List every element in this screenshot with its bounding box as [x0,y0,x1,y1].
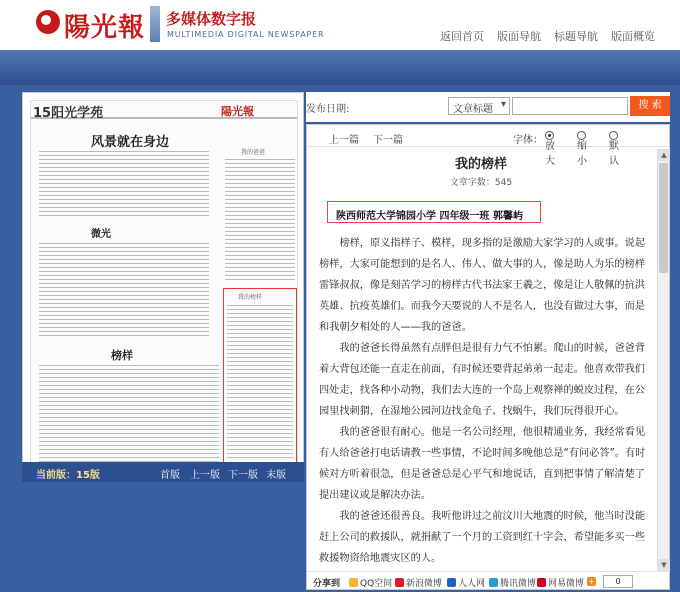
renren-icon [447,578,456,587]
zoom-out-label: 缩小 [577,141,587,167]
share-sina-weibo[interactable] [395,576,442,589]
newspaper-preview [22,92,304,482]
share-netease-weibo[interactable] [537,576,584,589]
share-renren[interactable] [447,576,485,589]
next-article-link[interactable]: 下一篇 [373,135,403,146]
font-zoom-out-option[interactable] [577,131,587,167]
paper-headline-3[interactable]: 榜样 [111,349,133,362]
share-qzone[interactable] [349,576,392,589]
paper-column-title: 我的榜样 [238,294,263,301]
paper-column-title[interactable]: 我的爸爸 [241,149,266,156]
logo-text: 陽光報 [64,13,146,43]
site-header [0,0,680,50]
first-page-link[interactable]: 首版 [160,470,180,481]
netease-weibo-icon [537,578,546,587]
sina-weibo-icon [395,578,404,587]
font-default-option[interactable] [609,131,619,167]
nav-overview-link[interactable]: 版面概览 [611,30,655,43]
article-content[interactable] [313,149,663,571]
default-label: 默认 [609,141,619,167]
article-paragraph: 我的爸爸还很善良。我听他讲过之前汶川大地震的时候，他当时没能赶上公司的救援队，就捐献了一个月的工资到红十字会，希望能多买一些救援物资给地震灾区的人。 [319,511,646,564]
share-tencent-label: 腾讯微博 [500,579,537,589]
page-navigation-bar [22,462,304,482]
article-author: 陕西师范大学锦园小学 四年级一班 郭馨屿 [327,201,541,223]
plus-icon: + [588,577,595,586]
article-panel [306,124,670,590]
share-bar [307,571,669,590]
radio-icon[interactable] [577,131,586,140]
nav-home-link[interactable]: 返回首页 [440,30,484,43]
paper-text-block [39,365,219,469]
qzone-icon [349,578,358,587]
scroll-up-icon[interactable]: ▲ [658,149,670,161]
scrollbar-thumb[interactable] [659,163,668,273]
site-title: 多媒体数字报 [166,10,257,28]
radio-icon[interactable] [609,131,618,140]
share-more[interactable] [587,576,598,586]
zoom-in-label: 放大 [545,141,555,167]
next-page-link[interactable]: 下一版 [228,470,258,481]
scroll-down-icon[interactable]: ▼ [658,559,670,571]
prev-article-link[interactable]: 上一篇 [329,135,359,146]
search-bar [306,92,670,122]
sun-logo-icon [36,10,60,34]
article-paragraph: 我的爸爸很有耐心。他是一名公司经理，他很精通业务，我经常看见有人给爸爸打电话请教一些事情，不论时间多晚他总是“有问必答”。有时候对方听着很急，但是爸爸总是心平气和地说话，直到把事情了解清楚了提出建议或是解决办法。 [319,427,646,501]
share-renren-label: 人人网 [458,579,486,589]
share-label: 分享到 [313,579,341,589]
search-button[interactable]: 搜 索 [630,96,670,116]
newspaper-page-image[interactable] [30,100,298,476]
share-tencent-weibo[interactable] [489,576,536,589]
article-body [319,233,655,571]
selected-article-highlight[interactable] [223,288,297,466]
search-type-select[interactable]: 文章标题 ▾ [448,97,510,115]
paper-text-block [39,151,209,217]
prev-page-link[interactable]: 上一版 [190,470,220,481]
radio-icon[interactable] [545,131,554,140]
site-subtitle: MULTIMEDIA DIGITAL NEWSPAPER [167,30,325,39]
paper-text-block [39,243,209,337]
tencent-weibo-icon [489,578,498,587]
current-page-label: 当前版：15版 [36,470,100,481]
nav-titles-link[interactable]: 标题导航 [554,30,598,43]
paper-page-header [31,101,297,119]
search-input[interactable] [512,97,628,115]
word-count: 文章字数：545 [449,178,513,188]
article-paragraph: 榜样，原义指样子、模样，现多指的是激励大家学习的人或事。说起榜样，大家可能想到的是名人、伟人、做大事的人，像是助人为乐的榜样雷锋叔叔，像是刻苦学习的榜样古代书法家王羲之，像是让人敬佩的抗洪英雄、抗疫英雄们。而我今天要说的人不是名人，也没有做过大事，而是和我朝夕相处的人——我的爸爸。 [319,238,646,333]
article-title: 我的榜样 [454,157,507,172]
share-count: 0 [603,575,633,588]
paper-masthead: 陽光報 [221,105,254,118]
share-netease-label: 网易微博 [548,579,585,589]
publish-date-label: 发布日期: [306,104,350,115]
paper-page-number: 15阳光学苑 [33,106,104,121]
nav-layout-link[interactable]: 版面导航 [497,30,541,43]
paper-text-block [225,159,295,283]
share-sina-label: 新浪微博 [406,579,443,589]
header-band [0,50,680,85]
font-size-label: 字体： [513,135,543,146]
paper-headline-1[interactable]: 风景就在身边 [91,135,170,150]
paper-headline-2[interactable]: 微光 [91,229,111,240]
share-qzone-label: QQ空间 [360,579,393,589]
logo-divider [150,6,160,42]
paper-text-block [227,305,293,461]
article-scrollbar[interactable] [657,149,669,571]
article-paragraph: 我的爸爸长得虽然有点胖但是很有力气不怕累。爬山的时候，爸爸背着大背包还能一直走在前面，有时候还要背起弟弟一起走。他喜欢带我们四处走，找各种小动物，我们去大连的一个岛上观察禅的蜕皮过程，在公园里找刺猬，在湿地公园河边找金龟子、找蜗牛，我们玩得很开心。 [319,343,646,417]
font-zoom-in-option[interactable] [545,131,555,167]
last-page-link[interactable]: 末版 [266,470,286,481]
